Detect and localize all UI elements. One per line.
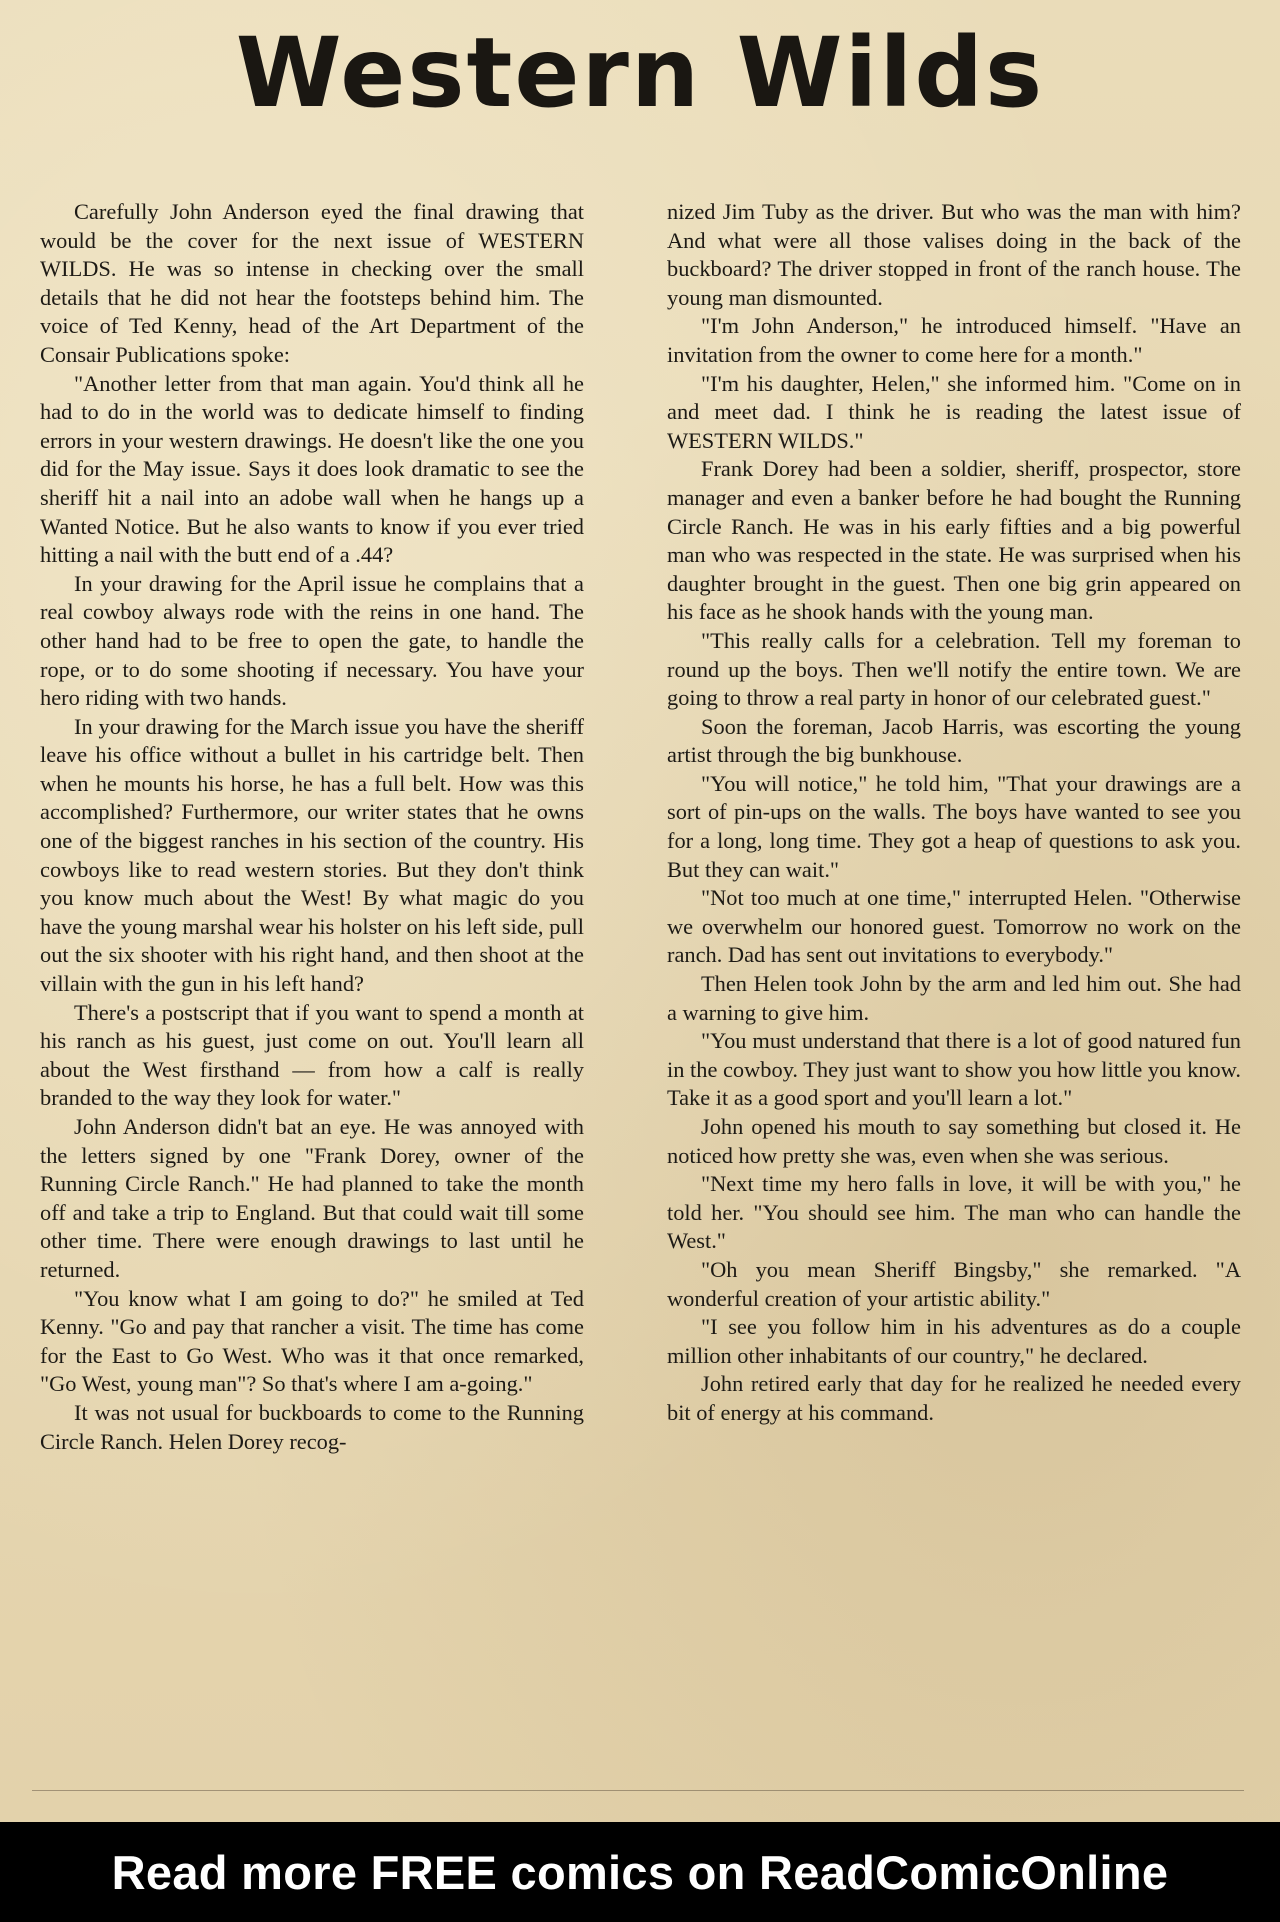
story-paragraph: John retired early that day for he realized he needed every bit of energy at his command. — [667, 1371, 1241, 1425]
story-paragraph: There's a postscript that if you want to spend a month at his ranch as his guest, just come on out. You'll learn all about the West firsthand — from how a calf is really branded to the way they look for water." — [40, 999, 584, 1111]
story-column-left — [40, 198, 584, 1456]
story-paragraph: "Not too much at one time," interrupted Helen. "Otherwise we overwhelm our honored guest. Tomorrow no work on the ranch. Dad has sent out invitations to everybody." — [667, 885, 1241, 968]
story-paragraph: "I'm his daughter, Helen," she informed him. "Come on in and meet dad. I think he is reading the latest issue of WESTERN WILDS." — [667, 370, 1241, 453]
story-paragraph: "This really calls for a celebration. Tell my foreman to round up the boys. Then we'll notify the entire town. We are going to throw a real party in honor of our celebrated guest." — [667, 627, 1241, 711]
story-paragraph: John Anderson didn't bat an eye. He was annoyed with the letters signed by one "Frank Dorey, owner of the Running Circle Ranch." He had planned to take the month off and take a trip to England. But that could wait till some other time. There were enough drawings to last until he returned. — [40, 1114, 584, 1282]
story-paragraph: "I'm John Anderson," he introduced himself. "Have an invitation from the owner to come here for a month." — [667, 313, 1241, 367]
story-paragraph: nized Jim Tuby as the driver. But who was the man with him? And what were all those valises doing in the back of the buckboard? The driver stopped in front of the ranch house. The young man dismounted. — [667, 199, 1241, 310]
bottom-divider — [32, 1790, 1244, 1791]
story-paragraph: In your drawing for the April issue he complains that a real cowboy always rode with the reins in one hand. The other hand had to be free to open the gate, to handle the rope, or to do some shooting if necessary. You have your hero riding with two hands. — [40, 570, 584, 711]
story-paragraph: Then Helen took John by the arm and led him out. She had a warning to give him. — [667, 971, 1241, 1025]
promo-banner[interactable] — [0, 1822, 1280, 1922]
story-paragraph: Carefully John Anderson eyed the final drawing that would be the cover for the next issue of WESTERN WILDS. He was so intense in checking over the small details that he did not hear the footsteps behind him. The voice of Ted Kenny, head of the Art Department of the Consair Publications spoke: — [40, 199, 584, 367]
story-column-right — [667, 198, 1241, 1428]
story-paragraph: John opened his mouth to say something but closed it. He noticed how pretty she was, even when she was serious. — [667, 1114, 1241, 1168]
story-paragraph: It was not usual for buckboards to come to the Running Circle Ranch. Helen Dorey recog- — [40, 1399, 584, 1454]
story-paragraph: "You must understand that there is a lot of good natured fun in the cowboy. They just want to show you how little you know. Take it as a good sport and you'll learn a lot." — [667, 1028, 1241, 1111]
story-paragraph: In your drawing for the March issue you have the sheriff leave his office without a bullet in his cartridge belt. Then when he mounts his horse, he has a full belt. How was this accomplished? Furthermore, our writer states that he owns one of the biggest ranches in his section of the country. His cowboys like to read western stories. But they don't think you know much about the West! By what magic do you have the young marshal wear his holster on his left side, pull out the six shooter with his right hand, and then shoot at the villain with the gun in his left hand? — [40, 713, 584, 997]
story-paragraph: Soon the foreman, Jacob Harris, was escorting the young artist through the big bunkhouse. — [667, 713, 1241, 768]
story-paragraph: "Next time my hero falls in love, it will be with you," he told her. "You should see him. The man who can handle the West." — [667, 1171, 1241, 1254]
story-paragraph: "Another letter from that man again. You'd think all he had to do in the world was to dedicate himself to finding errors in your western drawings. He doesn't like the one you did for the May issue. Says it does look dramatic to see the sheriff hit a nail into an adobe wall when he hangs up a Wanted Notice. But he also wants to know if you ever tried hitting a nail with the butt end of a .44? — [40, 370, 584, 568]
story-paragraph: "You will notice," he told him, "That your drawings are a sort of pin-ups on the walls. The boys have wanted to see you for a long, long time. They got a heap of questions to ask you. But they can wait." — [667, 770, 1241, 882]
story-paragraph: "I see you follow him in his adventures as do a couple million other inhabitants of our country," he declared. — [667, 1314, 1241, 1368]
story-paragraph: Frank Dorey had been a soldier, sheriff, prospector, store manager and even a banker before he had bought the Running Circle Ranch. He was in his early fifties and a big powerful man who was respected in the state. He was surprised when his daughter brought in the guest. Then one big grin appeared on his face as he shook hands with the young man. — [667, 456, 1241, 625]
promo-banner-text[interactable]: Read more FREE comics on ReadComicOnline — [111, 1845, 1169, 1899]
story-paragraph: "You know what I am going to do?" he smiled at Ted Kenny. "Go and pay that rancher a visit. The time has come for the East to Go West. Who was it that once remarked, "Go West, young man"? So that's where I am a-going." — [40, 1285, 584, 1397]
story-paragraph: "Oh you mean Sheriff Bingsby," she remarked. "A wonderful creation of your artistic ability." — [667, 1256, 1241, 1311]
page-title: Western Wilds — [235, 17, 1045, 129]
